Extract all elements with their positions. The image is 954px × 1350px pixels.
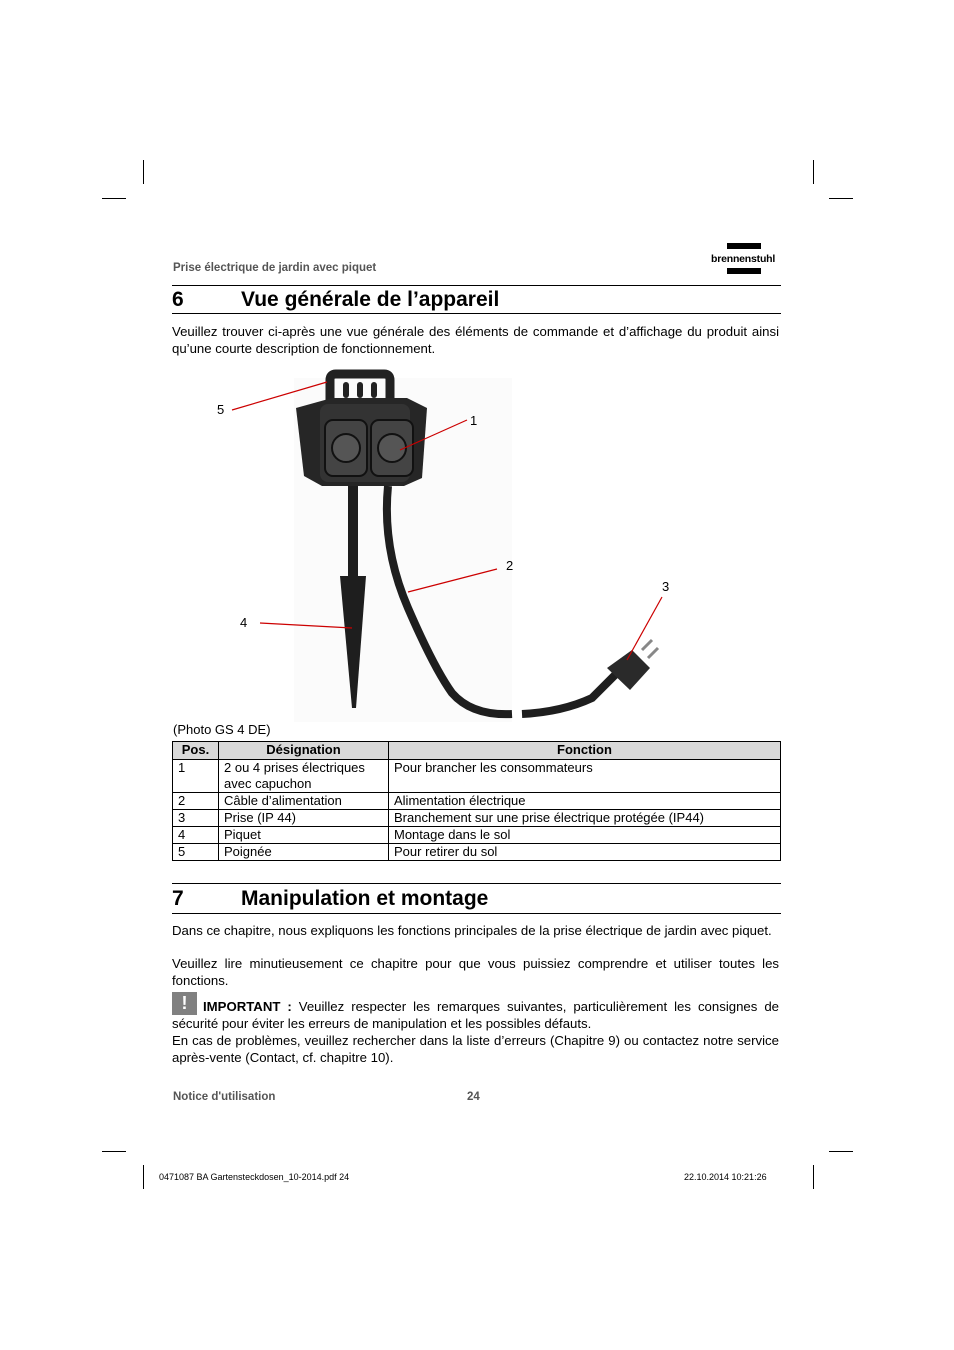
table-cell: Pour retirer du sol [389,844,781,861]
table-header-cell: Désignation [219,742,389,760]
heading-rule-top [172,883,781,884]
product-figure [172,368,780,724]
section-title: Manipulation et montage [241,887,489,910]
table-cell: Câble d’alimentation [219,793,389,810]
table-cell: 2 ou 4 prises électriques avec capuchon [219,760,389,793]
table-cell: 1 [173,760,219,793]
table-cell: 3 [173,810,219,827]
section-number: 7 [172,887,184,910]
intro-paragraph: Veuillez trouver ci-après une vue générale des éléments de commande et d’affichage du produit ainsi qu’une courte description de fonctionnement. [172,324,779,356]
table-cell: 2 [173,793,219,810]
table-row [173,844,781,861]
table-row [173,827,781,844]
warning-icon: ! [172,992,197,1015]
important-text: Veuillez respecter les remarques suivantes, particulièrement les consignes de sécurité pour éviter les erreurs de manipulation et les possibles défauts. [172,999,779,1031]
heading-rule-bottom [172,913,781,914]
crop-mark [102,198,126,199]
running-header: Prise électrique de jardin avec piquet [173,262,377,274]
print-date-info: 22.10.2014 10:21:26 [684,1172,767,1182]
figure-caption: (Photo GS 4 DE) [173,722,271,737]
crop-mark [143,1165,144,1189]
brand-logo [708,243,782,277]
crop-mark [813,160,814,184]
heading-rule-top [172,285,781,286]
table-row [173,810,781,827]
callout-4: 4 [240,615,248,630]
section-7-paragraph-3: En cas de problèmes, veuillez rechercher dans la liste d’erreurs (Chapitre 9) ou contactez notre service après-vente (Contact, cf. chapitre 10). [172,1033,779,1065]
important-label: IMPORTANT : [203,999,292,1014]
table-cell: Poignée [219,844,389,861]
callout-3: 3 [662,579,670,594]
table-cell: 4 [173,827,219,844]
parts-table [172,741,781,861]
table-row [173,793,781,810]
table-cell: Prise (IP 44) [219,810,389,827]
heading-rule-bottom [172,313,781,314]
callout-1: 1 [470,413,478,428]
table-cell: Montage dans le sol [389,827,781,844]
table-cell: Alimentation électrique [389,793,781,810]
callout-5: 5 [217,402,225,417]
section-number: 6 [172,288,184,311]
page-number: 24 [467,1091,480,1103]
footer-label: Notice d'utilisation [173,1091,276,1103]
important-notice [172,999,779,1033]
product-illustration [172,368,780,724]
table-header-cell: Pos. [173,742,219,760]
crop-mark [102,1151,126,1152]
section-7-paragraph-2: Veuillez lire minutieusement ce chapitre pour que vous puissiez comprendre et utiliser toutes les fonctions. [172,956,779,988]
crop-mark [143,160,144,184]
table-header-row [173,742,781,760]
table-row [173,760,781,793]
crop-mark [829,1151,853,1152]
table-cell: Pour brancher les consommateurs [389,760,781,793]
table-cell: Piquet [219,827,389,844]
table-header-cell: Fonction [389,742,781,760]
section-title: Vue générale de l’appareil [241,288,500,311]
table-cell: 5 [173,844,219,861]
print-file-info: 0471087 BA Gartensteckdosen_10-2014.pdf 24 [159,1172,350,1182]
crop-mark [829,198,853,199]
brand-logo-text: brennenstuhl [711,253,776,265]
section-7-paragraph-1: Dans ce chapitre, nous expliquons les fonctions principales de la prise électrique de jardin avec piquet. [172,923,772,938]
crop-mark [813,1165,814,1189]
table-cell: Branchement sur une prise électrique protégée (IP44) [389,810,781,827]
callout-2: 2 [506,558,514,573]
